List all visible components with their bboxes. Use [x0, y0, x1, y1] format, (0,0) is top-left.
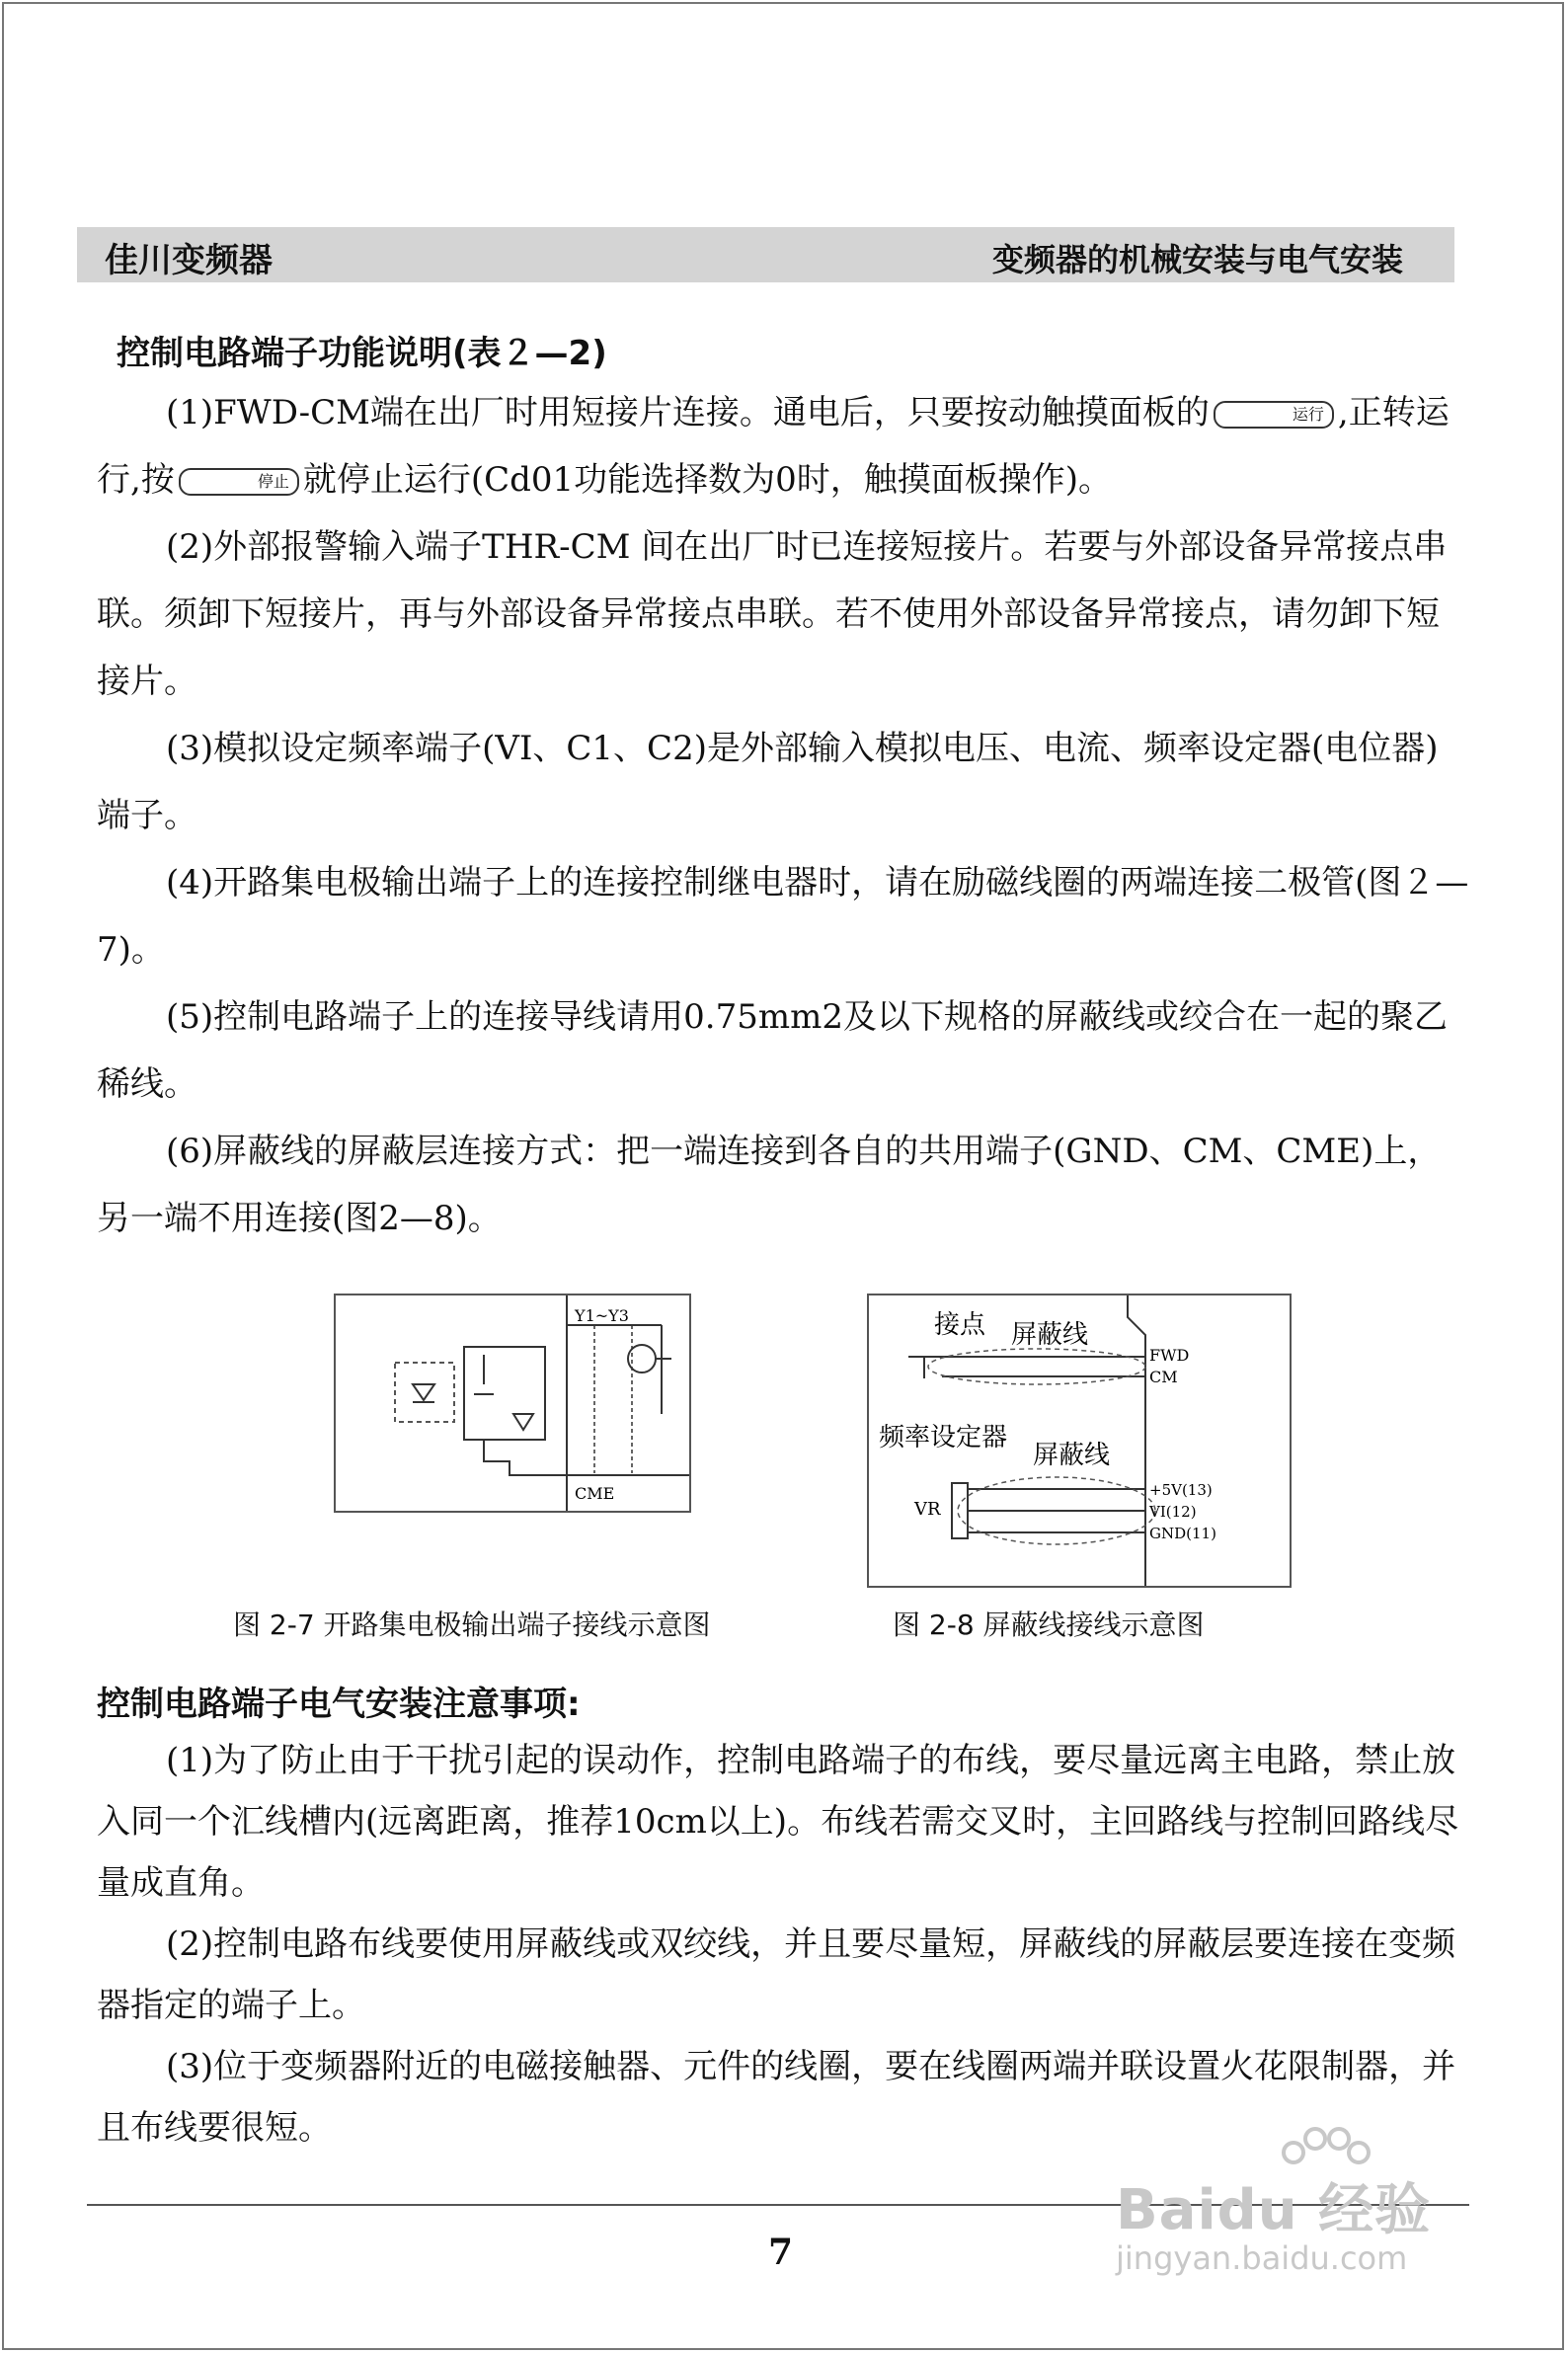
paragraph-2: (2)外部报警输入端子THR-CM 间在出厂时已连接短接片。若要与外部设备异常接点串联。须卸下短接片，再与外部设备异常接点串联。若不使用外部设备异常接点，请勿卸下短接片。: [97, 527, 1448, 701]
run-key-icon: 运行: [1214, 401, 1334, 429]
paragraph-4: (4)开路集电极输出端子上的连接控制继电器时，请在励磁线圈的两端连接二极管(图２—7)。: [97, 863, 1469, 970]
shielded-wire-diagram: [869, 1295, 1290, 1586]
watermark-url: jingyan.baidu.com: [1116, 2239, 1408, 2277]
fig8-label-contact: 接点: [934, 1310, 986, 1340]
fig8-label-freq-setter: 频率设定器: [879, 1423, 1008, 1452]
paragraph-5: (5)控制电路端子上的连接导线请用0.75mm2及以下规格的屏蔽线或绞合在一起的聚乙稀线。: [97, 997, 1448, 1104]
running-header: [77, 227, 1454, 282]
page-number: 7: [768, 2232, 794, 2273]
fig7-label-y1-y3: Y1~Y3: [575, 1306, 629, 1325]
paragraph-1-part-a: (1)FWD-CM端在出厂时用短接片连接。通电后，只要按动触摸面板的: [166, 393, 1210, 432]
fig8-label-shield-2: 屏蔽线: [1033, 1441, 1111, 1470]
paragraph-3: (3)模拟设定频率端子(VI、C1、C2)是外部输入模拟电压、电流、频率设定器(电位器)端子。: [97, 729, 1439, 835]
fig8-label-5v: +5V(13): [1149, 1481, 1213, 1499]
figure-2-7: [334, 1294, 691, 1513]
section2-body: [97, 1730, 1469, 2158]
section-title-installation-notes: 控制电路端子电气安装注意事项:: [97, 1685, 581, 1724]
section-title-terminal-functions: 控制电路端子功能说明(表２—2): [117, 334, 607, 373]
section1-body: [97, 379, 1469, 1252]
fig7-label-cme: CME: [575, 1484, 615, 1503]
fig8-label-cm: CM: [1149, 1368, 1178, 1386]
fig8-label-gnd: GND(11): [1149, 1525, 1216, 1542]
header-chapter-title: 变频器的机械安装与电气安装: [991, 241, 1403, 278]
header-book-title: 佳川变频器: [105, 241, 273, 280]
note-2: (2)控制电路布线要使用屏蔽线或双绞线，并且要尽量短，屏蔽线的屏蔽层要连接在变频器指定的端子上。: [97, 1924, 1456, 2025]
paragraph-1: [97, 379, 1469, 513]
note-3: (3)位于变频器附近的电磁接触器、元件的线圈，要在线圈两端并联设置火花限制器，并且布线要很短。: [97, 2047, 1456, 2148]
stop-key-icon: 停止: [179, 468, 299, 496]
figure-2-8: [867, 1294, 1292, 1588]
open-collector-diagram: [336, 1295, 689, 1511]
fig8-label-fwd: FWD: [1149, 1346, 1190, 1365]
paragraph-1-part-b: ,正转运行,按: [97, 393, 1450, 500]
baidu-watermark: [1106, 2123, 1481, 2281]
fig8-label-vr: VR: [914, 1499, 941, 1520]
figure-2-8-caption: 图 2-8 屏蔽线接线示意图: [893, 1609, 1205, 1641]
fig8-label-shield-1: 屏蔽线: [1011, 1320, 1089, 1350]
paragraph-1-part-c: 就停止运行(Cd01功能选择数为0时，触摸面板操作)。: [302, 460, 1113, 500]
note-1: (1)为了防止由于干扰引起的误动作，控制电路端子的布线，要尽量远离主电路，禁止放入同一个汇线槽内(远离距离，推荐10cm以上)。布线若需交叉时，主回路线与控制回路线尽量成直角。: [97, 1741, 1459, 1903]
watermark-brand: Baidu 经验: [1116, 2178, 1432, 2242]
fig8-label-vi: VI(12): [1149, 1503, 1197, 1521]
figure-2-7-caption: 图 2-7 开路集电极输出端子接线示意图: [233, 1609, 711, 1641]
paragraph-6: (6)屏蔽线的屏蔽层连接方式：把一端连接到各自的共用端子(GND、CM、CME)上，另一端不用连接(图2—8)。: [97, 1132, 1442, 1238]
